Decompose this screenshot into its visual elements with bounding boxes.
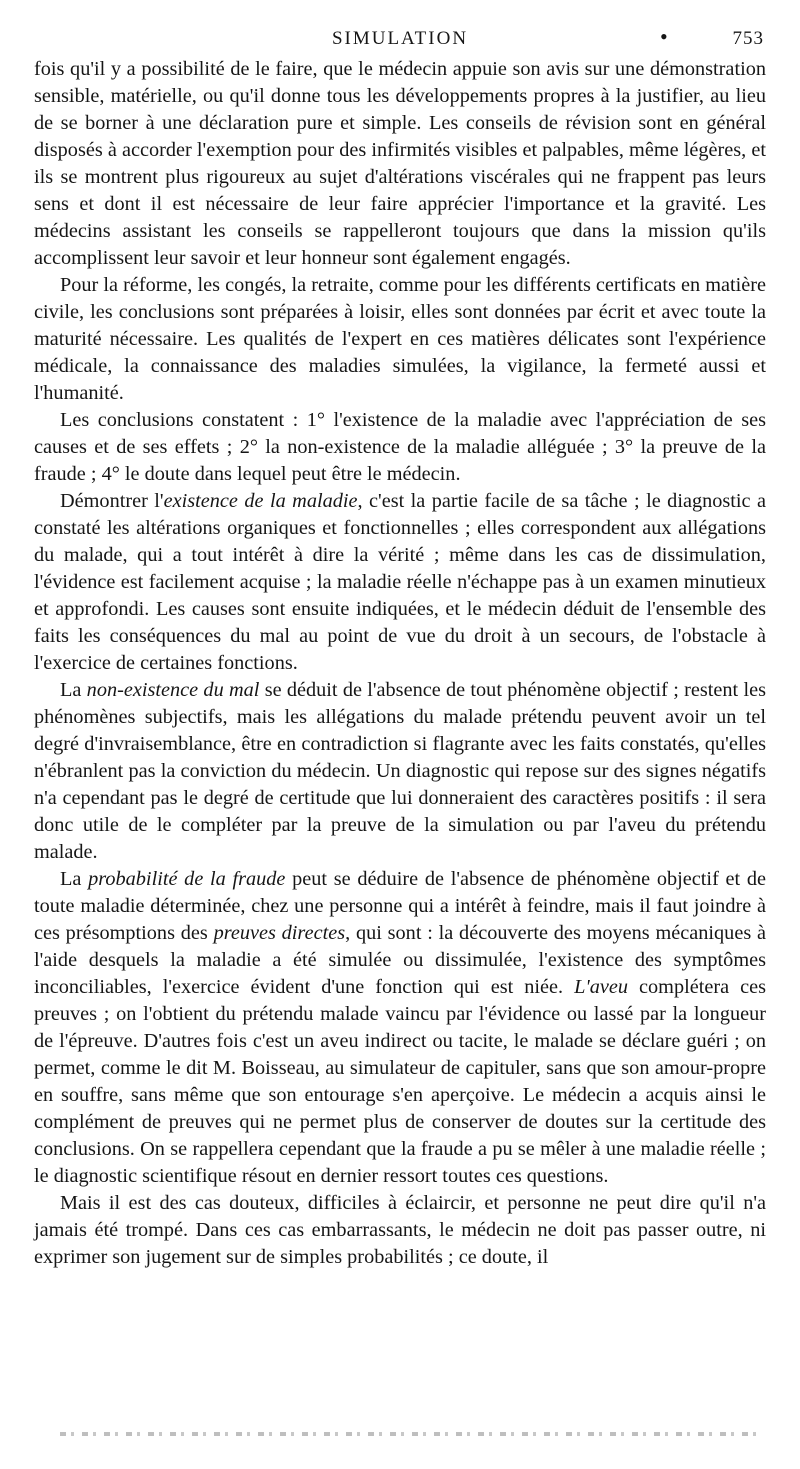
book-page bbox=[34, 22, 766, 1271]
text-run: se déduit de l'absence de tout phénomène objectif ; restent les phénomènes subjectifs, mais les allégations du malade prétendu peuvent avoir un tel degré d'invraisemblance, être en contradiction si flagrante avec les faits constatés, qu'elles n'ébranlent pas la conviction du médecin. Un diagnostic qui repose sur des signes négatifs n'a cependant pas le degré de certitude que lui donneraient des caractères positifs : il sera donc utile de le compléter par la preuve de la simulation ou par l'aveu du prétendu malade. bbox=[34, 679, 766, 863]
header-dot-mark: • bbox=[660, 24, 670, 49]
paragraph bbox=[34, 488, 766, 677]
text-run: , c'est la partie facile de sa tâche ; le diagnostic a constaté les altérations organiques et fonctionnelles ; elles correspondent aux allégations du malade, qui a tout intérêt à dire la vérité ; même dans les cas de dissimulation, l'évidence est facilement acquise ; la maladie réelle n'échappe pas à un examen minutieux et approfondi. Les causes sont ensuite indiquées, et le médecin déduit de l'ensemble des faits les conséquences du mal au point de vue du droit à un secours, de l'obstacle à l'exercice de certaines fonctions. bbox=[34, 490, 766, 674]
italic-phrase: L'aveu bbox=[574, 976, 629, 998]
paragraph bbox=[34, 407, 766, 488]
page-number: 753 bbox=[732, 28, 764, 49]
italic-phrase: probabilité de la fraude bbox=[88, 868, 286, 890]
text-run: Mais il est des cas douteux, difficiles à éclaircir, et personne ne peut dire qu'il n'a jamais été trompé. Dans ces cas embarrassants, le médecin ne doit pas passer outre, ni exprimer son jugement sur de simples probabilités ; ce doute, il bbox=[34, 1192, 766, 1268]
italic-phrase: non-existence du mal bbox=[86, 679, 260, 701]
paragraph bbox=[34, 1190, 766, 1271]
paragraph bbox=[34, 866, 766, 1190]
footer-print-artifact bbox=[60, 1432, 760, 1436]
text-run: complétera ces preuves ; on l'obtient du prétendu malade vaincu par l'évidence ou lassé par la longueur de l'épreuve. D'autres fois c'est un aveu indirect ou tacite, le malade se déclare guéri ; on permet, comme le dit M. Boisseau, au simulateur de capituler, sans que son amour-propre en souffre, sans même que son entourage s'en aperçoive. Le médecin a acquis ainsi le complément de preuves qui ne permet plus de conserver de doutes sur la certitude des conclusions. On se rappellera cependant que la fraude a pu se mêler à une maladie réelle ; le diagnostic scientifique résout en dernier ressort toutes ces questions. bbox=[34, 976, 766, 1187]
italic-phrase: preuves directes bbox=[213, 922, 346, 944]
body-text bbox=[34, 56, 766, 1271]
text-run: peut se déduire de l'absence de phénomène objectif et de toute maladie déterminée, chez une personne qui a intérêt à feindre, mais il faut joindre à ces présomptions des bbox=[34, 868, 766, 944]
text-run: La bbox=[60, 868, 89, 890]
text-run: La bbox=[60, 679, 87, 701]
italic-phrase: existence de la maladie bbox=[163, 490, 358, 512]
page-header bbox=[34, 22, 766, 56]
text-run: Pour la réforme, les congés, la retraite, comme pour les différents certificats en matière civile, les conclusions sont préparées à loisir, elles sont données par écrit et avec toute la maturité nécessaire. Les qualités de l'expert en ces matières délicates sont l'expérience médicale, la connaissance des maladies simulées, la vigilance, la fermeté aussi et l'humanité. bbox=[34, 274, 766, 404]
paragraph bbox=[34, 272, 766, 407]
text-run: fois qu'il y a possibilité de le faire, que le médecin appuie son avis sur une démonstration sensible, matérielle, ou qu'il donne tous les développements propres à la justifier, au lieu de se borner à une déclaration pure et simple. Les conseils de révision sont en général disposés à accorder l'exemption pour des infirmités visibles et palpables, même légères, et ils se montrent plus rigoureux au sujet d'altérations viscérales qui ne frappent pas leurs sens et dont il est nécessaire de leur faire apprécier l'importance et la gravité. Les médecins assistant les conseils se rappelleront toujours que dans la mission qu'ils accomplissent leur savoir et leur honneur sont également engagés. bbox=[34, 58, 766, 269]
text-run: , qui sont : la découverte des moyens mécaniques à l'aide desquels la maladie a été simulée ou dissimulée, l'existence des symptômes inconciliables, l'exercice évident d'une fonction qui est niée. bbox=[34, 922, 766, 998]
running-title: SIMULATION bbox=[331, 28, 469, 49]
text-run: Démontrer l' bbox=[60, 490, 164, 512]
paragraph bbox=[34, 56, 766, 272]
text-run: Les conclusions constatent : 1° l'existence de la maladie avec l'appréciation de ses causes et de ses effets ; 2° la non-existence de la maladie alléguée ; 3° la preuve de la fraude ; 4° le doute dans lequel peut être le médecin. bbox=[34, 409, 766, 485]
paragraph bbox=[34, 677, 766, 866]
